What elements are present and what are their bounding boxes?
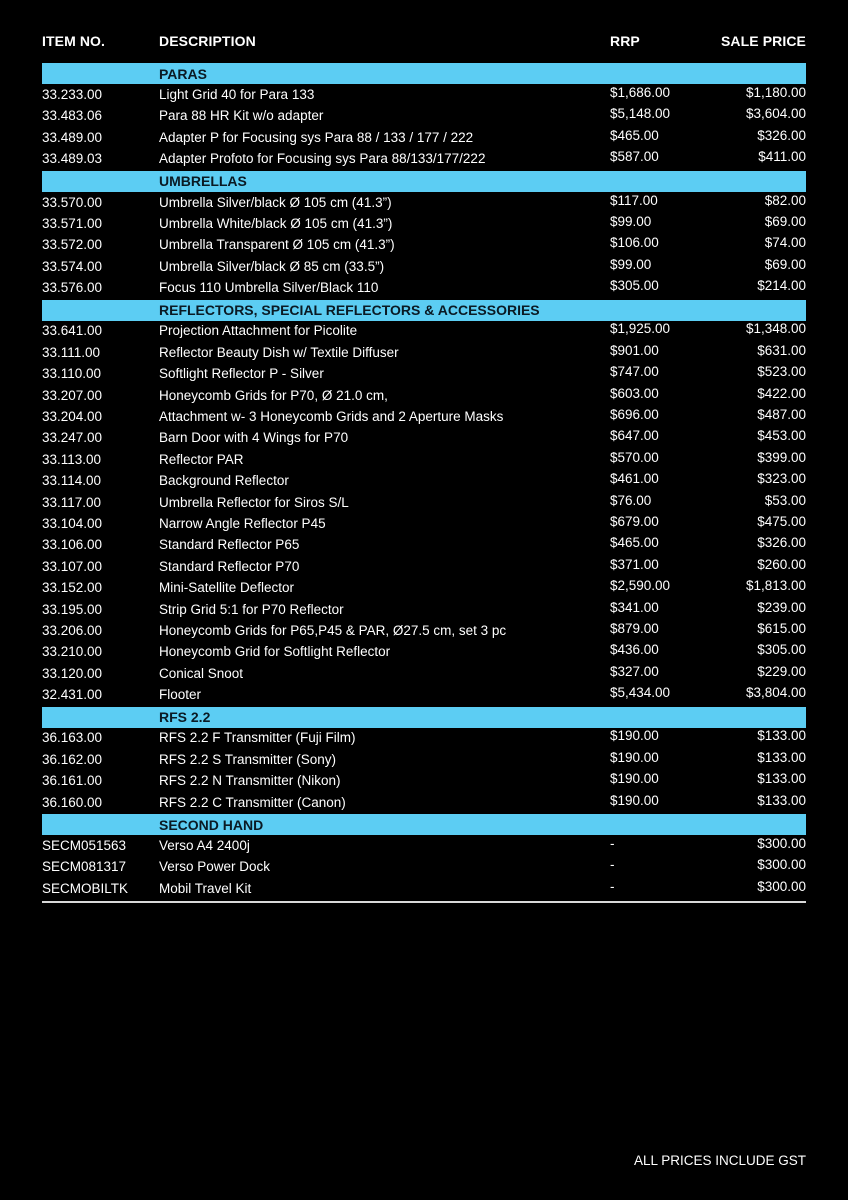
column-header-rrp: RRP bbox=[610, 33, 640, 49]
rrp-cell: - bbox=[610, 878, 615, 894]
rrp-cell: $465.00 bbox=[610, 535, 659, 551]
table-row bbox=[42, 728, 806, 749]
rrp-cell: $436.00 bbox=[610, 642, 659, 658]
section-header bbox=[42, 814, 806, 835]
section-title: RFS 2.2 bbox=[159, 709, 211, 726]
sale-price-cell: $53.00 bbox=[764, 492, 806, 508]
sale-price-cell: $300.00 bbox=[757, 857, 806, 873]
item-number-cell: 33.110.00 bbox=[42, 366, 102, 382]
table-row bbox=[42, 599, 806, 620]
gst-footnote: ALL PRICES INCLUDE GST bbox=[633, 1153, 806, 1168]
sale-price-cell: $411.00 bbox=[758, 149, 806, 165]
rrp-cell: $647.00 bbox=[610, 428, 659, 444]
rrp-cell: $190.00 bbox=[610, 792, 659, 808]
item-number-cell: 33.233.00 bbox=[42, 86, 103, 102]
table-row bbox=[42, 835, 806, 856]
rrp-cell: $5,434.00 bbox=[610, 685, 671, 701]
table-row bbox=[42, 385, 806, 406]
rrp-cell: $696.00 bbox=[610, 407, 659, 423]
description-cell: Barn Door with 4 Wings for P70 bbox=[159, 430, 349, 446]
rrp-cell: $190.00 bbox=[610, 728, 659, 744]
table-row bbox=[42, 492, 806, 513]
section-header bbox=[42, 171, 806, 192]
description-cell: Umbrella White/black Ø 105 cm (41.3”) bbox=[159, 215, 393, 231]
sale-price-cell: $3,604.00 bbox=[745, 106, 806, 122]
rrp-cell: $465.00 bbox=[610, 127, 659, 143]
sale-price-cell: $260.00 bbox=[757, 556, 806, 572]
description-cell: RFS 2.2 S Transmitter (Sony) bbox=[159, 751, 337, 767]
table-row bbox=[42, 857, 806, 878]
item-number-cell: 33.570.00 bbox=[42, 194, 103, 210]
price-list bbox=[42, 28, 806, 903]
item-number-cell: 33.152.00 bbox=[42, 580, 103, 596]
description-cell: Strip Grid 5:1 for P70 Reflector bbox=[159, 601, 344, 617]
table-row bbox=[42, 513, 806, 534]
table-row bbox=[42, 342, 806, 363]
item-number-cell: SECM081317 bbox=[42, 859, 127, 875]
table-row bbox=[42, 663, 806, 684]
column-header-description: DESCRIPTION bbox=[159, 33, 256, 49]
sale-price-cell: $69.00 bbox=[764, 256, 806, 272]
table-row bbox=[42, 84, 806, 105]
description-cell: Honeycomb Grids for P65,P45 & PAR, Ø27.5 cm, set 3 pc bbox=[159, 622, 507, 638]
rrp-cell: $190.00 bbox=[610, 749, 659, 765]
rrp-cell: $747.00 bbox=[610, 364, 659, 380]
item-number-cell: 36.160.00 bbox=[42, 794, 103, 810]
rrp-cell: $190.00 bbox=[610, 771, 659, 787]
table-bottom-rule bbox=[42, 901, 806, 903]
rrp-cell: - bbox=[610, 836, 615, 852]
column-header-sale-price: SALE PRICE bbox=[720, 33, 806, 49]
sale-price-cell: $615.00 bbox=[757, 620, 806, 636]
rrp-cell: $570.00 bbox=[610, 449, 659, 465]
table-row bbox=[42, 470, 806, 491]
rrp-cell: - bbox=[610, 857, 615, 873]
sale-price-cell: $214.00 bbox=[757, 278, 806, 294]
item-number-cell: 36.162.00 bbox=[42, 751, 103, 767]
description-cell: Projection Attachment for Picolite bbox=[159, 323, 358, 339]
rrp-cell: $341.00 bbox=[610, 599, 659, 615]
description-cell: Mini-Satellite Deflector bbox=[159, 580, 295, 596]
table-row bbox=[42, 878, 806, 899]
item-number-cell: 33.204.00 bbox=[42, 409, 103, 425]
table-row bbox=[42, 792, 806, 813]
item-number-cell: 33.572.00 bbox=[42, 237, 103, 253]
item-number-cell: SECM051563 bbox=[42, 838, 127, 854]
rrp-cell: $2,590.00 bbox=[610, 578, 671, 594]
description-cell: Conical Snoot bbox=[159, 665, 244, 681]
description-cell: Reflector PAR bbox=[159, 451, 244, 467]
table-row bbox=[42, 641, 806, 662]
table-header bbox=[42, 28, 806, 54]
table-row bbox=[42, 363, 806, 384]
item-number-cell: 36.161.00 bbox=[42, 773, 103, 789]
item-number-cell: 33.104.00 bbox=[42, 515, 103, 531]
sale-price-cell: $3,804.00 bbox=[745, 685, 806, 701]
table-row bbox=[42, 213, 806, 234]
section-header bbox=[42, 63, 806, 84]
table-row bbox=[42, 427, 806, 448]
sale-price-cell: $475.00 bbox=[757, 513, 806, 529]
description-cell: RFS 2.2 F Transmitter (Fuji Film) bbox=[159, 730, 356, 746]
item-number-cell: 33.120.00 bbox=[42, 665, 103, 681]
item-number-cell: 33.641.00 bbox=[42, 323, 103, 339]
sale-price-cell: $133.00 bbox=[757, 728, 806, 744]
sale-price-cell: $1,348.00 bbox=[745, 321, 806, 337]
section-title: SECOND HAND bbox=[159, 816, 264, 833]
rrp-cell: $99.00 bbox=[610, 213, 652, 229]
rrp-cell: $76.00 bbox=[610, 492, 652, 508]
description-cell: Light Grid 40 for Para 133 bbox=[159, 86, 315, 102]
rrp-cell: $1,686.00 bbox=[610, 84, 671, 100]
table-row bbox=[42, 449, 806, 470]
table-row bbox=[42, 749, 806, 770]
table-row bbox=[42, 406, 806, 427]
description-cell: RFS 2.2 C Transmitter (Canon) bbox=[159, 794, 346, 810]
sale-price-cell: $422.00 bbox=[757, 385, 806, 401]
sale-price-cell: $487.00 bbox=[757, 407, 806, 423]
table-row bbox=[42, 105, 806, 126]
description-cell: Umbrella Reflector for Siros S/L bbox=[159, 494, 349, 510]
rrp-cell: $1,925.00 bbox=[610, 321, 671, 337]
description-cell: Reflector Beauty Dish w/ Textile Diffuser bbox=[159, 344, 399, 360]
table-row bbox=[42, 127, 806, 148]
rrp-cell: $901.00 bbox=[610, 342, 659, 358]
sale-price-cell: $300.00 bbox=[757, 878, 806, 894]
rrp-cell: $879.00 bbox=[610, 620, 659, 636]
description-cell: Umbrella Silver/black Ø 85 cm (33.5”) bbox=[159, 258, 385, 274]
item-number-cell: 33.489.03 bbox=[42, 151, 103, 167]
item-number-cell: 33.571.00 bbox=[42, 215, 103, 231]
sale-price-cell: $326.00 bbox=[757, 127, 806, 143]
table-row bbox=[42, 234, 806, 255]
description-cell: Adapter P for Focusing sys Para 88 / 133 / 177 / 222 bbox=[159, 129, 474, 145]
sale-price-cell: $523.00 bbox=[757, 364, 806, 380]
header-spacer bbox=[42, 54, 806, 62]
table-row bbox=[42, 277, 806, 298]
item-number-cell: 33.106.00 bbox=[42, 537, 103, 553]
item-number-cell: 33.247.00 bbox=[42, 430, 103, 446]
item-number-cell: SECMOBILTK bbox=[42, 880, 129, 896]
description-cell: Attachment w- 3 Honeycomb Grids and 2 Aperture Masks bbox=[159, 409, 504, 425]
description-cell: Narrow Angle Reflector P45 bbox=[159, 515, 326, 531]
item-number-cell: 36.163.00 bbox=[42, 730, 103, 746]
sale-price-cell: $453.00 bbox=[757, 428, 806, 444]
description-cell: Umbrella Transparent Ø 105 cm (41.3”) bbox=[159, 237, 395, 253]
rrp-cell: $371.00 bbox=[610, 556, 659, 572]
item-number-cell: 33.113.00 bbox=[42, 451, 102, 467]
sale-price-cell: $239.00 bbox=[757, 599, 806, 615]
price-sections bbox=[42, 63, 806, 899]
item-number-cell: 33.114.00 bbox=[42, 473, 102, 489]
item-number-cell: 33.489.00 bbox=[42, 129, 103, 145]
rrp-cell: $106.00 bbox=[610, 235, 659, 251]
sale-price-cell: $326.00 bbox=[757, 535, 806, 551]
rrp-cell: $99.00 bbox=[610, 256, 652, 272]
sale-price-cell: $399.00 bbox=[757, 449, 806, 465]
rrp-cell: $5,148.00 bbox=[610, 106, 671, 122]
description-cell: Verso Power Dock bbox=[159, 859, 271, 875]
table-row bbox=[42, 577, 806, 598]
table-row bbox=[42, 256, 806, 277]
sale-price-cell: $631.00 bbox=[757, 342, 806, 358]
item-number-cell: 33.111.00 bbox=[42, 344, 101, 360]
table-row bbox=[42, 684, 806, 705]
description-cell: Standard Reflector P65 bbox=[159, 537, 300, 553]
description-cell: Adapter Profoto for Focusing sys Para 88/133/177/222 bbox=[159, 151, 486, 167]
item-number-cell: 33.206.00 bbox=[42, 622, 103, 638]
sale-price-cell: $133.00 bbox=[757, 749, 806, 765]
description-cell: RFS 2.2 N Transmitter (Nikon) bbox=[159, 773, 341, 789]
item-number-cell: 33.483.06 bbox=[42, 108, 103, 124]
item-number-cell: 33.117.00 bbox=[42, 494, 102, 510]
sale-price-cell: $74.00 bbox=[764, 235, 806, 251]
sale-price-cell: $133.00 bbox=[757, 771, 806, 787]
table-row bbox=[42, 321, 806, 342]
description-cell: Verso A4 2400j bbox=[159, 838, 250, 854]
description-cell: Standard Reflector P70 bbox=[159, 558, 300, 574]
sale-price-cell: $300.00 bbox=[757, 836, 806, 852]
table-row bbox=[42, 620, 806, 641]
section-title: PARAS bbox=[159, 65, 207, 82]
table-row bbox=[42, 556, 806, 577]
description-cell: Softlight Reflector P - Silver bbox=[159, 366, 324, 382]
column-header-item-no: ITEM NO. bbox=[42, 33, 106, 49]
table-row bbox=[42, 534, 806, 555]
description-cell: Umbrella Silver/black Ø 105 cm (41.3”) bbox=[159, 194, 392, 210]
description-cell: Honeycomb Grids for P70, Ø 21.0 cm, bbox=[159, 387, 388, 403]
sale-price-cell: $133.00 bbox=[757, 792, 806, 808]
item-number-cell: 33.576.00 bbox=[42, 280, 103, 296]
item-number-cell: 32.431.00 bbox=[42, 687, 103, 703]
table-row bbox=[42, 148, 806, 169]
item-number-cell: 33.210.00 bbox=[42, 644, 103, 660]
item-number-cell: 33.107.00 bbox=[42, 558, 103, 574]
sale-price-cell: $1,813.00 bbox=[745, 578, 806, 594]
rrp-cell: $305.00 bbox=[610, 278, 659, 294]
section-title: REFLECTORS, SPECIAL REFLECTORS & ACCESSORIES bbox=[159, 302, 540, 319]
table-row bbox=[42, 192, 806, 213]
sale-price-cell: $82.00 bbox=[764, 192, 806, 208]
sale-price-cell: $229.00 bbox=[757, 663, 806, 679]
rrp-cell: $327.00 bbox=[610, 663, 659, 679]
item-number-cell: 33.195.00 bbox=[42, 601, 103, 617]
sale-price-cell: $305.00 bbox=[757, 642, 806, 658]
description-cell: Mobil Travel Kit bbox=[159, 880, 252, 896]
rrp-cell: $587.00 bbox=[610, 149, 659, 165]
sale-price-cell: $1,180.00 bbox=[745, 84, 806, 100]
section-header bbox=[42, 707, 806, 728]
table-row bbox=[42, 770, 806, 791]
section-header bbox=[42, 300, 806, 321]
item-number-cell: 33.574.00 bbox=[42, 258, 103, 274]
sale-price-cell: $323.00 bbox=[757, 471, 806, 487]
item-number-cell: 33.207.00 bbox=[42, 387, 103, 403]
rrp-cell: $603.00 bbox=[610, 385, 659, 401]
description-cell: Focus 110 Umbrella Silver/Black 110 bbox=[159, 280, 379, 296]
rrp-cell: $117.00 bbox=[610, 192, 658, 208]
rrp-cell: $679.00 bbox=[610, 513, 659, 529]
sale-price-cell: $69.00 bbox=[764, 213, 806, 229]
description-cell: Honeycomb Grid for Softlight Reflector bbox=[159, 644, 391, 660]
description-cell: Flooter bbox=[159, 687, 202, 703]
rrp-cell: $461.00 bbox=[610, 471, 659, 487]
description-cell: Background Reflector bbox=[159, 473, 289, 489]
section-title: UMBRELLAS bbox=[159, 173, 247, 190]
description-cell: Para 88 HR Kit w/o adapter bbox=[159, 108, 324, 124]
